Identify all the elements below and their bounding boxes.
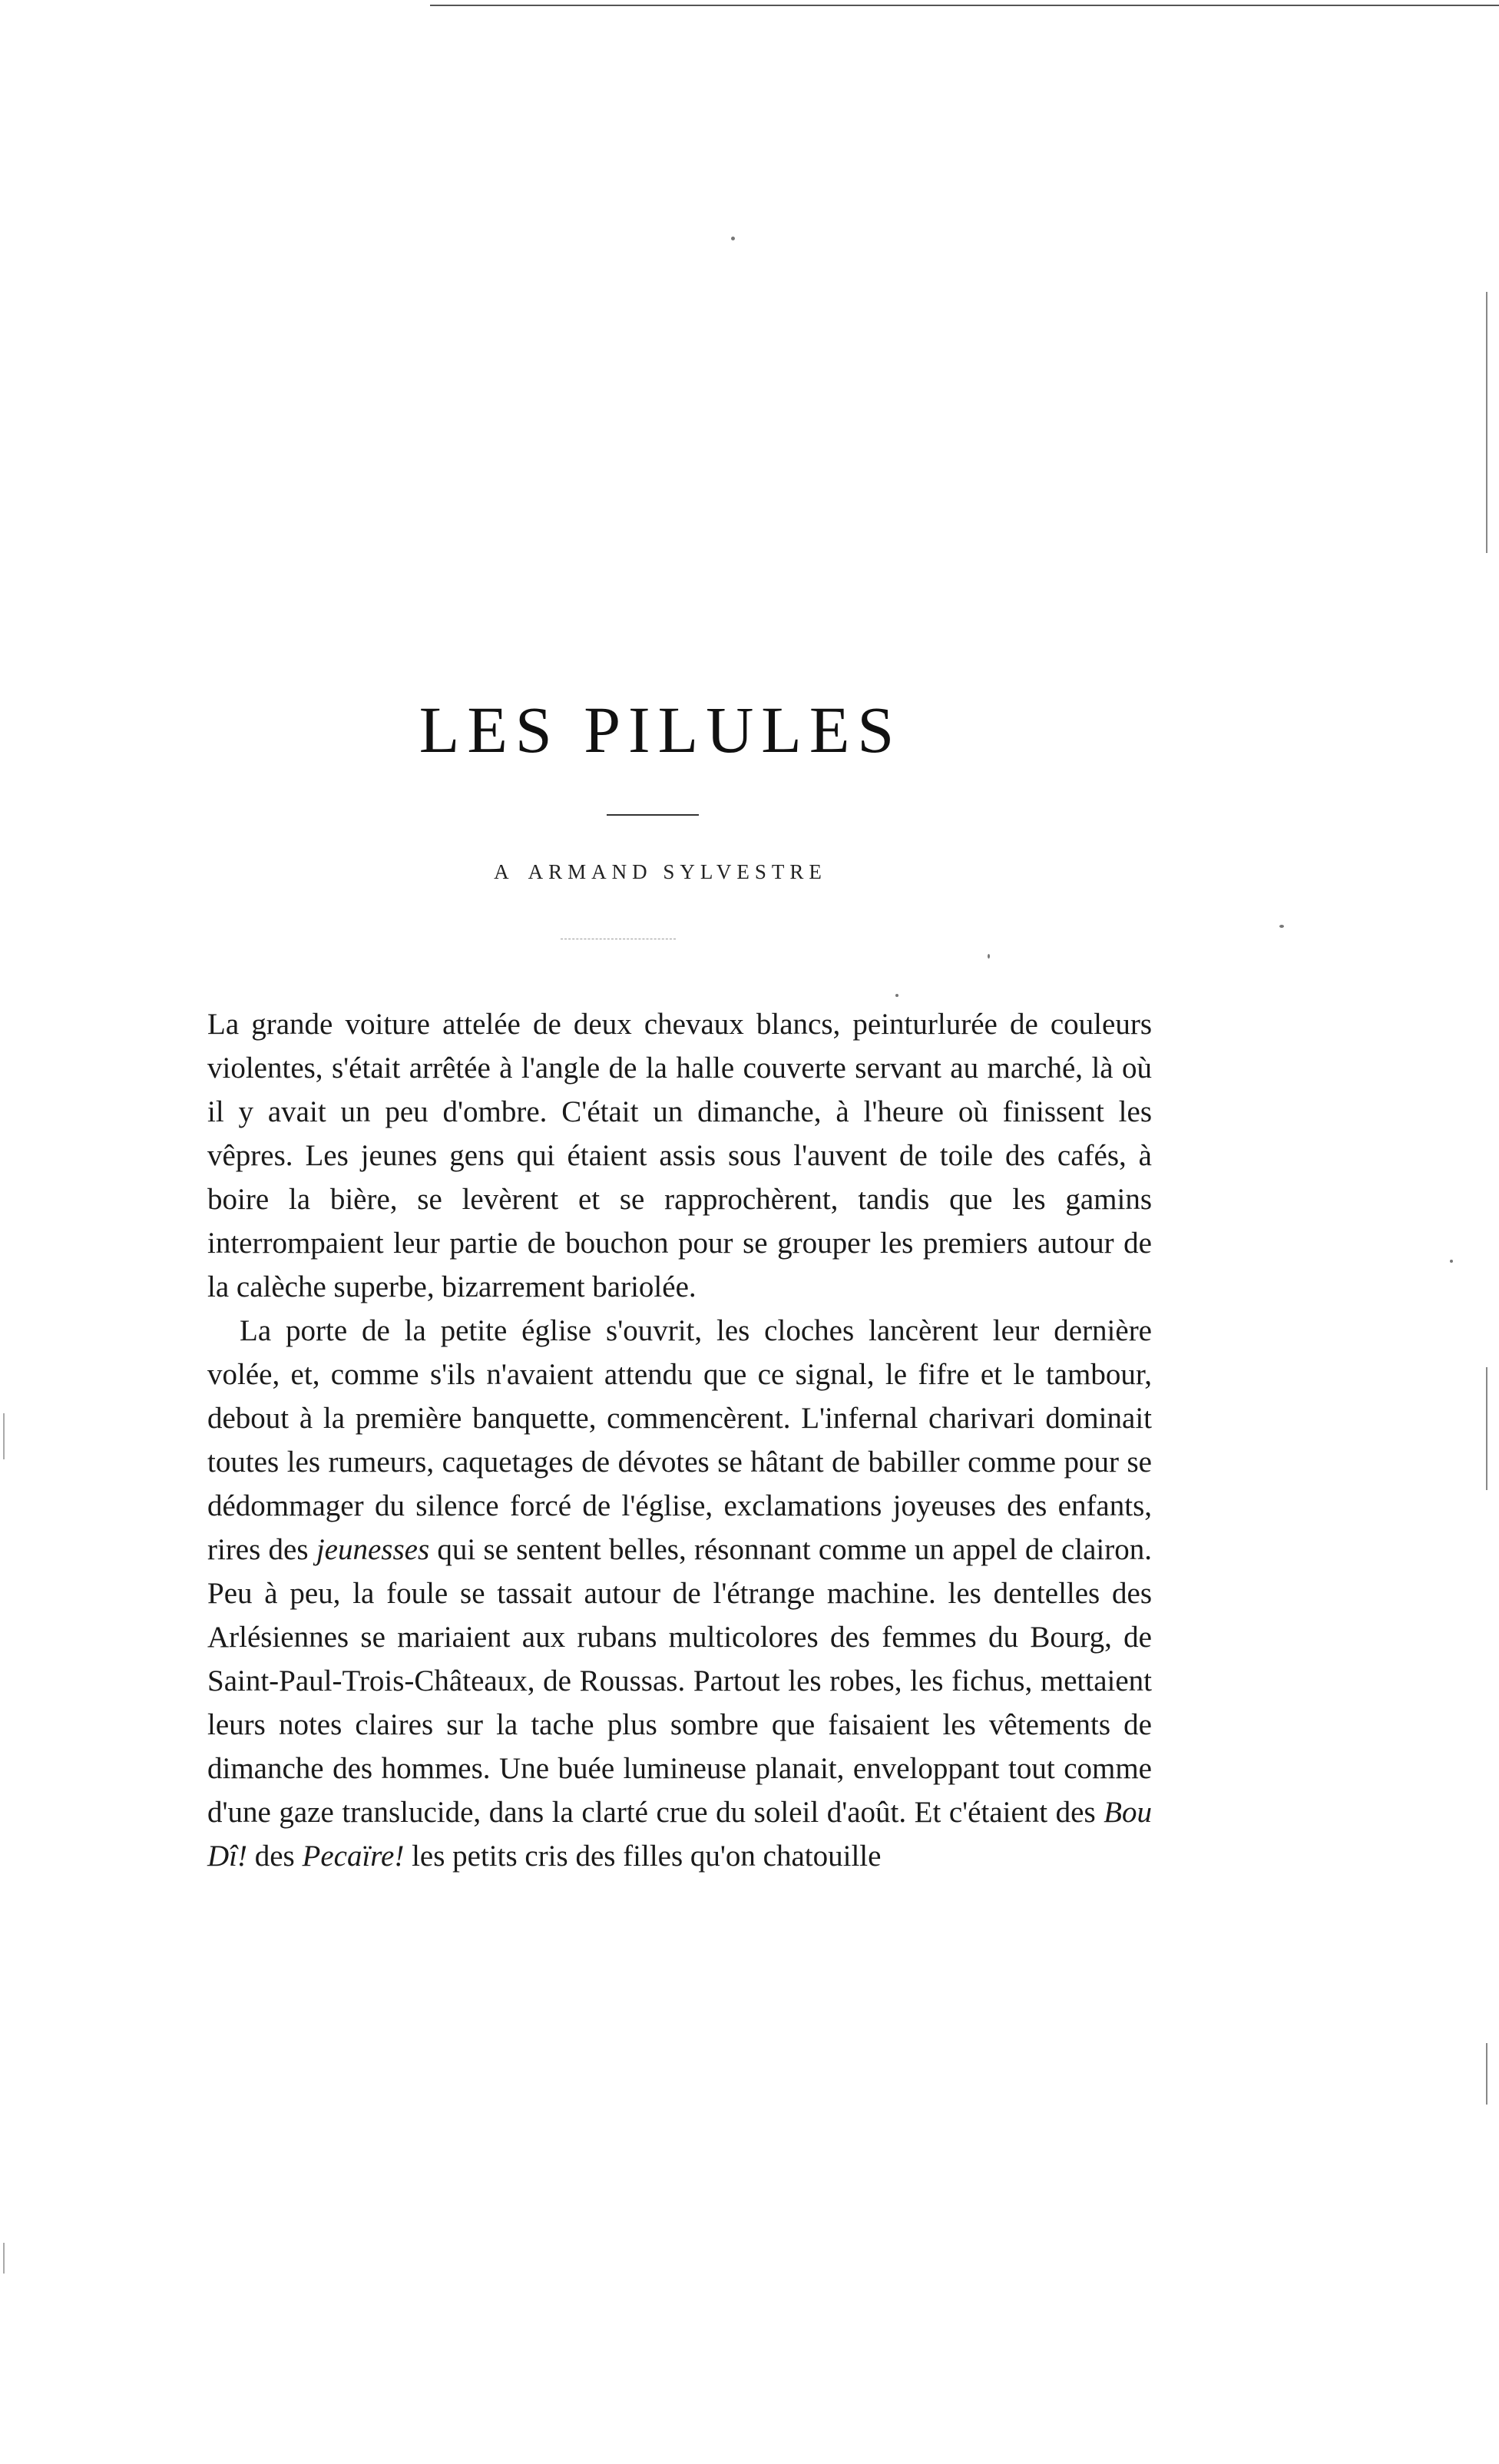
top-scan-rule bbox=[430, 5, 1499, 6]
paragraph-1-text: La grande voiture attelée de deux chevaux blancs, peinturlurée de couleurs violentes, s'était arrêtée à l'angle de la halle couverte servant au marché, là où il y avait un peu d'ombre. C'était un dimanche, à l'heure où finissent les vêpres. Les jeunes gens qui étaient assis sous l'auvent de toile des cafés, à boire la bière, se levèrent et se rapprochèrent, tandis que les gamins interrompaient leur partie de bouchon pour se grouper les premiers autour de la calèche superbe, bizarrement bariolée. bbox=[207, 1008, 1152, 1303]
paragraph-2 bbox=[207, 1309, 1152, 1878]
chapter-title: LES PILULES bbox=[419, 693, 902, 767]
italic-bou-di: Bou Dî! bbox=[207, 1796, 1152, 1873]
scan-speck bbox=[731, 237, 735, 240]
scan-margin-line bbox=[1486, 1367, 1487, 1490]
italic-jeunesses: jeunesses bbox=[316, 1533, 430, 1566]
dedication-name: ARMAND SYLVESTRE bbox=[528, 860, 827, 883]
scan-speck bbox=[1450, 1260, 1453, 1263]
body-text bbox=[207, 1002, 1152, 1878]
paragraph-2-text-c: des bbox=[254, 1840, 295, 1873]
paragraph-1 bbox=[207, 1002, 1152, 1309]
scan-margin-line bbox=[3, 2243, 5, 2274]
scan-speck bbox=[895, 994, 898, 997]
dedication bbox=[0, 860, 1321, 884]
title-divider bbox=[607, 814, 699, 816]
italic-pecaire: Pecaïre! bbox=[302, 1840, 405, 1873]
scan-margin-line bbox=[3, 1413, 5, 1459]
paragraph-2-text-b: qui se sentent belles, résonnant comme un appel de clairon. Peu à peu, la foule se tassait autour de l'étrange machine. les dentelles des Arlésiennes se mariaient aux rubans multicolores des femmes du Bourg, de Saint-Paul-Trois-Châteaux, de Roussas. Partout les robes, les fichus, mettaient leurs notes claires sur la tache plus sombre que faisaient les vêtements de dimanche des hommes. Une buée lumineuse planait, enveloppant tout comme d'une gaze translucide, dans la clarté crue du soleil d'août. Et c'étaient des bbox=[207, 1533, 1152, 1829]
paragraph-2-text-d: les petits cris des filles qu'on chatouille bbox=[412, 1840, 882, 1873]
scan-margin-line bbox=[1486, 292, 1487, 553]
scan-speck bbox=[988, 954, 990, 959]
scan-speck bbox=[1279, 925, 1284, 928]
paragraph-2-text-a: La porte de la petite église s'ouvrit, les cloches lancèrent leur dernière volée, et, comme s'ils n'avaient attendu que ce signal, le fifre et le tambour, debout à la première banquette, commencèrent. L'infernal charivari dominait toutes les rumeurs, caquetages de dévotes se hâtant de babiller comme pour se dédommager du silence forcé de l'église, exclamations joyeuses des enfants, rires des bbox=[207, 1314, 1152, 1566]
scan-margin-line bbox=[1486, 2043, 1487, 2105]
dedication-prefix: A bbox=[494, 860, 515, 883]
